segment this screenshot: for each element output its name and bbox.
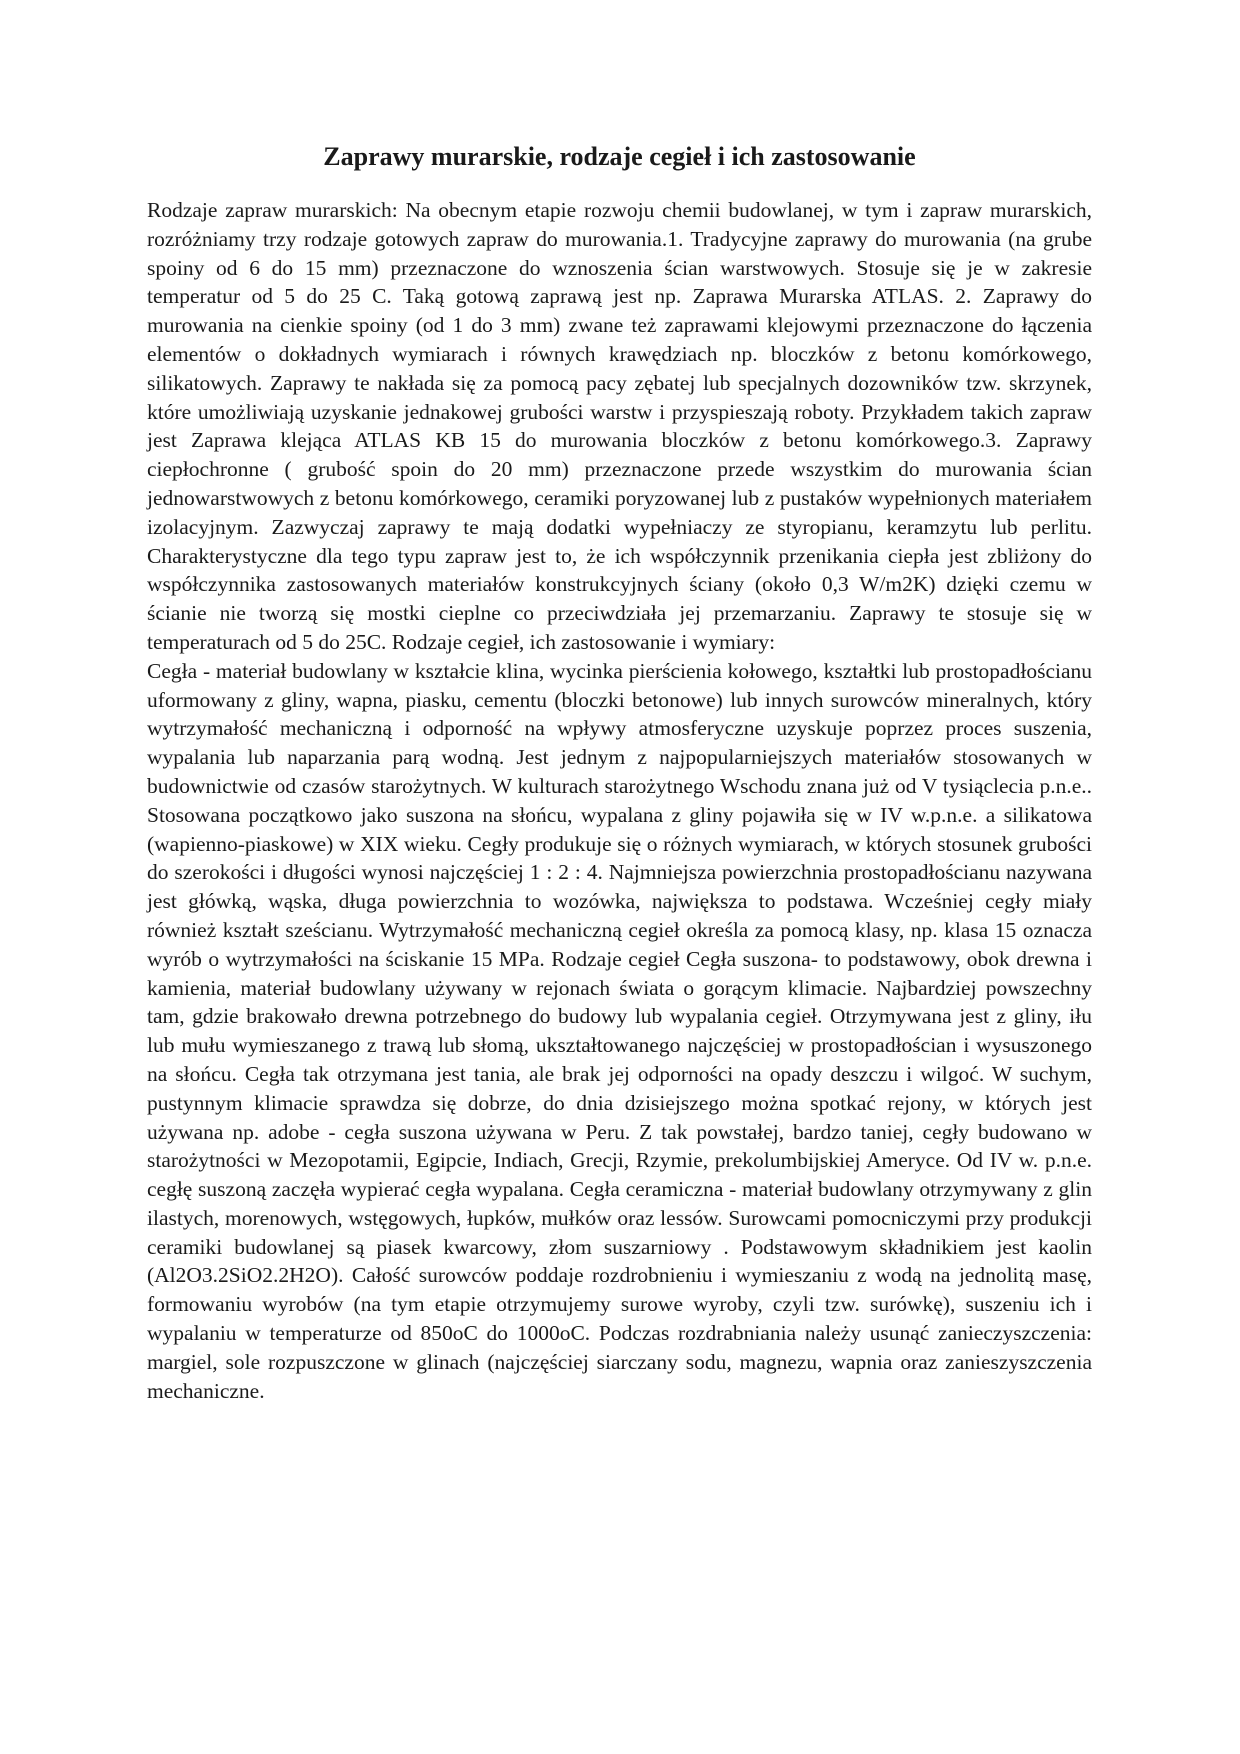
body-paragraph-mortars: Rodzaje zapraw murarskich: Na obecnym etapie rozwoju chemii budowlanej, w tym i zapraw murarskich, rozróżniamy trzy rodzaje gotowych zapraw do murowania.1. Tradycyjne zaprawy do murowania (na grube spoiny od 6 do 15 mm) przeznaczone do wznoszenia ścian warstwowych. Stosuje się je w zakresie temperatur od 5 do 25 C. Taką gotową zaprawą jest np. Zaprawa Murarska ATLAS. 2. Zaprawy do murowania na cienkie spoiny (od 1 do 3 mm) zwane też zaprawami klejowymi przeznaczone do łączenia elementów o dokładnych wymiarach i równych krawędziach np. bloczków z betonu komórkowego, silikatowych. Zaprawy te nakłada się za pomocą pacy zębatej lub specjalnych dozowników tzw. skrzynek, które umożliwiają uzyskanie jednakowej grubości warstw i przyspieszają roboty. Przykładem takich zapraw jest Zaprawa klejąca ATLAS KB 15 do murowania bloczków z betonu komórkowego.3. Zaprawy ciepłochronne ( grubość spoin do 20 mm) przeznaczone przede wszystkim do murowania ścian jednowarstwowych z betonu komórkowego, ceramiki poryzowanej lub z pustaków wypełnionych materiałem izolacyjnym. Zazwyczaj zaprawy te mają dodatki wypełniaczy ze styropianu, keramzytu lub perlitu. Charakterystyczne dla tego typu zapraw jest to, że ich współczynnik przenikania ciepła jest zbliżony do współczynnika zastosowanych materiałów konstrukcyjnych ściany (około 0,3 W/m2K) dzięki czemu w ścianie nie tworzą się mostki cieplne co przeciwdziała jej przemarzaniu. Zaprawy te stosuje się w temperaturach od 5 do 25C. Rodzaje cegieł, ich zastosowanie i wymiary:: [147, 198, 1092, 654]
document-title: Zaprawy murarskie, rodzaje cegieł i ich zastosowanie: [323, 142, 916, 171]
document-content: [147, 140, 1092, 1405]
body-paragraph-bricks: Cegła - materiał budowlany w kształcie klina, wycinka pierścienia kołowego, kształtki lub prostopadłościanu uformowany z gliny, wapna, piasku, cementu (bloczki betonowe) lub innych surowców mineralnych, który wytrzymałość mechaniczną i odporność na wpływy atmosferyczne uzyskuje poprzez proces suszenia, wypalania lub naparzania parą wodną. Jest jednym z najpopularniejszych materiałów stosowanych w budownictwie od czasów starożytnych. W kulturach starożytnego Wschodu znana już od V tysiąclecia p.n.e.. Stosowana początkowo jako suszona na słońcu, wypalana z gliny pojawiła się w IV w.p.n.e. a silikatowa (wapienno-piaskowe) w XIX wieku. Cegły produkuje się o różnych wymiarach, w których stosunek grubości do szerokości i długości wynosi najczęściej 1 : 2 : 4. Najmniejsza powierzchnia prostopadłościanu nazywana jest główką, wąska, długa powierzchnia to wozówka, największa to podstawa. Wcześniej cegły miały również kształt sześcianu. Wytrzymałość mechaniczną cegieł określa za pomocą klasy, np. klasa 15 oznacza wyrób o wytrzymałości na ściskanie 15 MPa. Rodzaje cegieł Cegła suszona- to podstawowy, obok drewna i kamienia, materiał budowlany używany w rejonach świata o gorącym klimacie. Najbardziej powszechny tam, gdzie brakowało drewna potrzebnego do budowy lub wypalania cegieł. Otrzymywana jest z gliny, iłu lub mułu wymieszanego z trawą lub słomą, ukształtowanego najczęściej w prostopadłościan i wysuszonego na słońcu. Cegła tak otrzymana jest tania, ale brak jej odporności na opady deszczu i wilgoć. W suchym, pustynnym klimacie sprawdza się dobrze, do dnia dzisiejszego można spotkać rejony, w których jest używana np. adobe - cegła suszona używana w Peru. Z tak powstałej, bardzo taniej, cegły budowano w starożytności w Mezopotamii, Egipcie, Indiach, Grecji, Rzymie, prekolumbijskiej Ameryce. Od IV w. p.n.e. cegłę suszoną zaczęła wypierać cegła wypalana. Cegła ceramiczna - materiał budowlany otrzymywany z glin ilastych, morenowych, wstęgowych, łupków, mułków oraz lessów. Surowcami pomocniczymi przy produkcji ceramiki budowlanej są piasek kwarcowy, złom suszarniowy . Podstawowym składnikiem jest kaolin (Al2O3.2SiO2.2H2O). Całość surowców poddaje rozdrobnieniu i wymieszaniu z wodą na jednolitą masę, formowaniu wyrobów (na tym etapie otrzymujemy surowe wyroby, czyli tzw. surówkę), suszeniu ich i wypalaniu w temperaturze od 850oC do 1000oC. Podczas rozdrabniania należy usunąć zanieczyszczenia: margiel, sole rozpuszczone w glinach (najczęściej siarczany sodu, magnezu, wapnia oraz zanieszyszczenia mechaniczne.: [147, 658, 1092, 1403]
